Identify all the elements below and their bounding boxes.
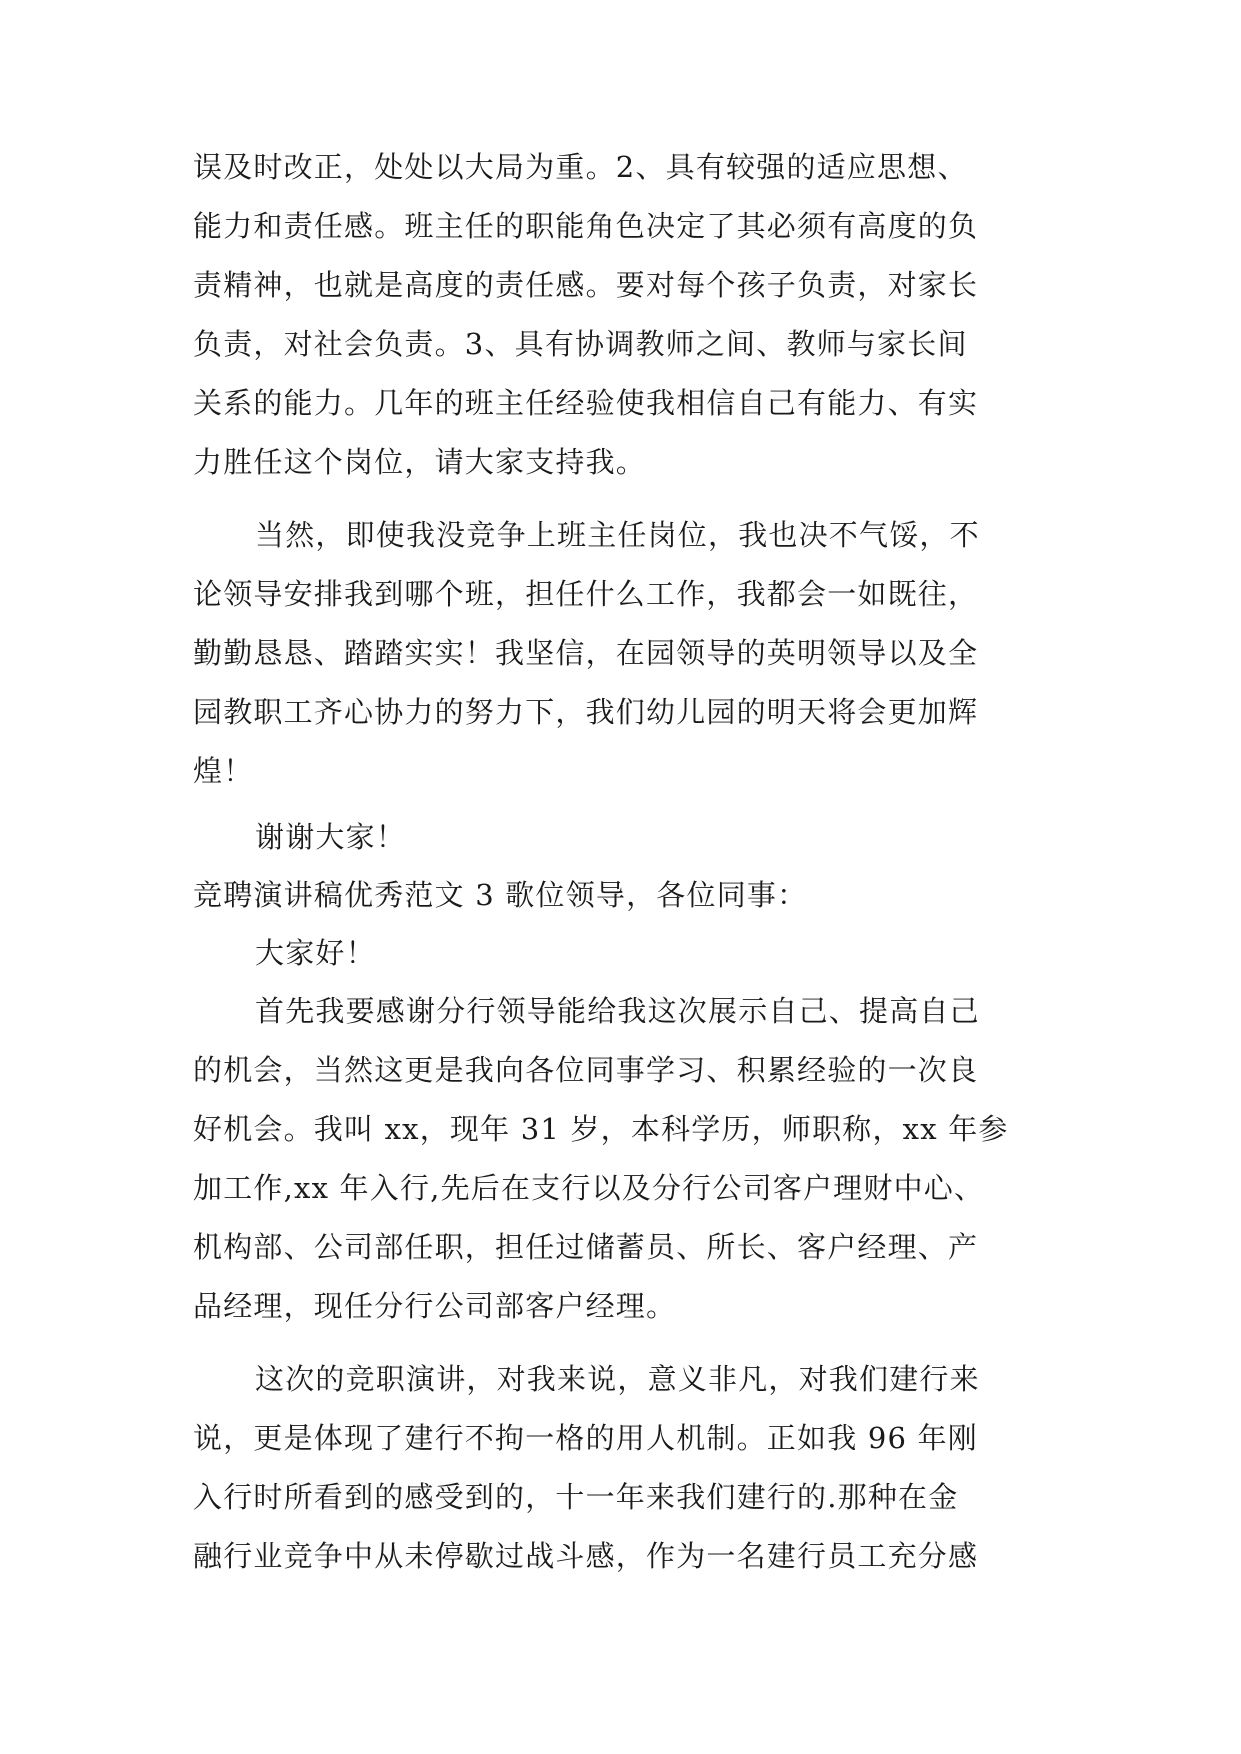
text-line: 勤勤恳恳、踏踏实实！我坚信，在园领导的英明领导以及全 — [193, 636, 979, 670]
text-line: 关系的能力。几年的班主任经验使我相信自己有能力、有实 — [193, 386, 979, 420]
text-line: 入行时所看到的感受到的，十一年来我们建行的.那种在金 — [193, 1480, 959, 1514]
text-line: 谢谢大家！ — [255, 820, 407, 854]
section-heading: 竞聘演讲稿优秀范文 3 歌位领导，各位同事： — [193, 878, 808, 912]
text-line: 大家好！ — [255, 936, 376, 970]
text-line: 能力和责任感。班主任的职能角色决定了其必须有高度的负 — [193, 209, 979, 243]
text-line: 加工作,xx 年入行,先后在支行以及分行公司客户理财中心、 — [193, 1171, 985, 1205]
text-line: 品经理，现任分行公司部客户经理。 — [193, 1289, 677, 1323]
text-line: 好机会。我叫 xx，现年 31 岁，本科学历，师职称，xx 年参 — [193, 1112, 1009, 1146]
text-line: 园教职工齐心协力的努力下，我们幼儿园的明天将会更加辉 — [193, 695, 979, 729]
text-line: 误及时改正，处处以大局为重。2、具有较强的适应思想、 — [193, 150, 968, 184]
text-line: 当然，即使我没竞争上班主任岗位，我也决不气馁，不 — [255, 518, 980, 552]
text-line: 负责，对社会负责。3、具有协调教师之间、教师与家长间 — [193, 327, 968, 361]
text-line: 的机会，当然这更是我向各位同事学习、积累经验的一次良 — [193, 1053, 979, 1087]
text-line: 机构部、公司部任职，担任过储蓄员、所长、客户经理、产 — [193, 1230, 979, 1264]
text-line: 煌！ — [193, 754, 254, 788]
text-line: 融行业竞争中从未停歇过战斗感，作为一名建行员工充分感 — [193, 1539, 979, 1573]
text-line: 这次的竞职演讲，对我来说，意义非凡，对我们建行来 — [255, 1362, 980, 1396]
text-line: 说，更是体现了建行不拘一格的用人机制。正如我 96 年刚 — [193, 1421, 978, 1455]
text-line: 力胜任这个岗位，请大家支持我。 — [193, 445, 647, 479]
text-line: 首先我要感谢分行领导能给我这次展示自己、提高自己 — [255, 994, 980, 1028]
text-line: 论领导安排我到哪个班，担任什么工作，我都会一如既往， — [193, 577, 979, 611]
text-line: 责精神，也就是高度的责任感。要对每个孩子负责，对家长 — [193, 268, 979, 302]
